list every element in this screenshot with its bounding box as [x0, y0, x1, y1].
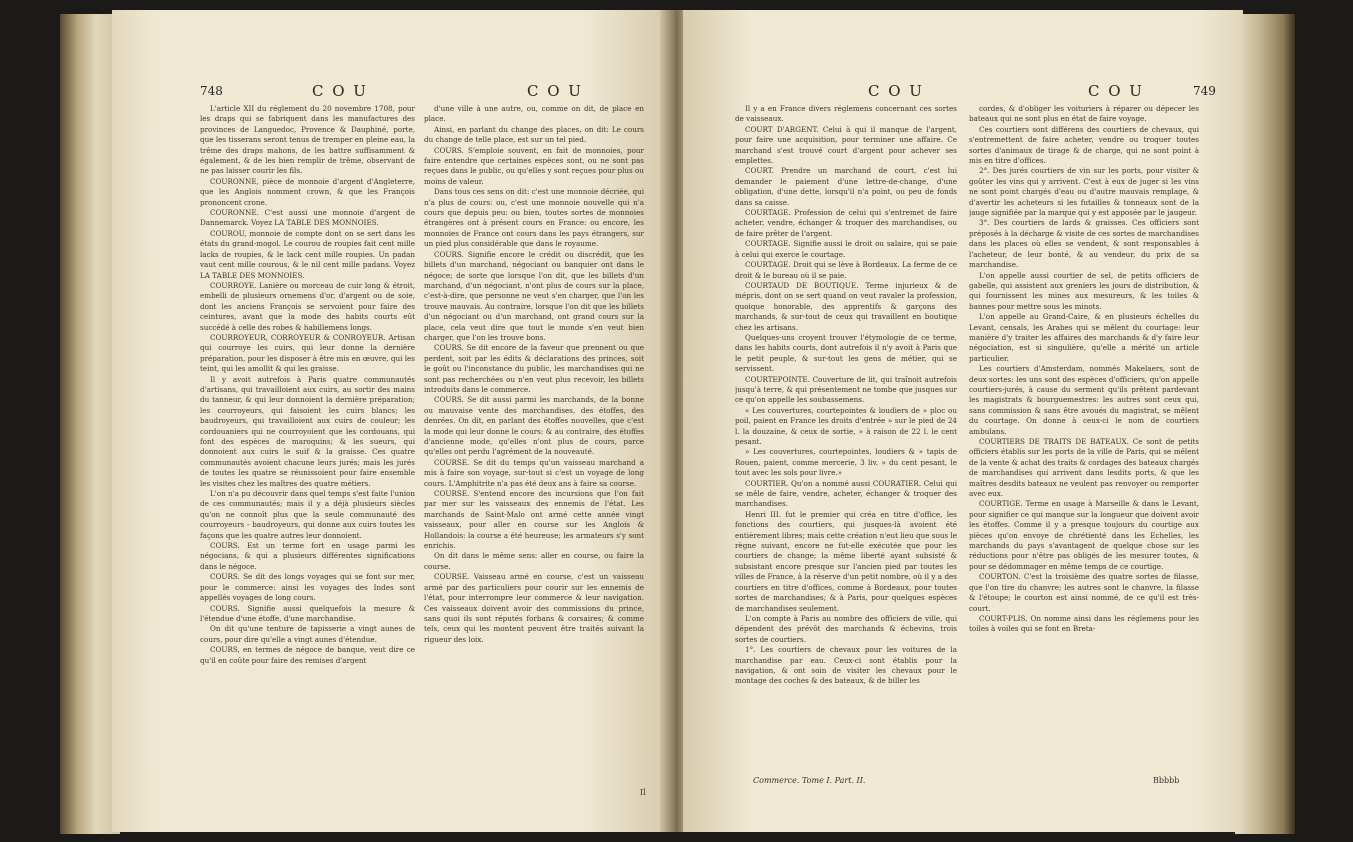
paragraph: 2°. Des jurés courtiers de vin sur les ports, pour visiter & goûter les vins qui y arrivent. C'est à eux de juger si les vins ne sont point chargés d'eau ou d'autre mauvais remplage, & d'avertir les acheteurs si les futailles & tonneaux sont de la jauge signifiée par la marque qui y est apposée par le jaugeur.: [969, 166, 1199, 218]
right-page: [683, 10, 1243, 832]
paragraph: COURONNE. C'est aussi une monnoie d'argent de Dannemarck. Voyez LA TABLE DES MONNOIES.: [200, 208, 415, 228]
running-head: C O U: [312, 82, 368, 100]
running-head: C O U: [527, 82, 583, 100]
text-column: [735, 104, 957, 774]
left-page: [112, 10, 667, 832]
paragraph: Les courtiers d'Amsterdam, nommés Makelaers, sont de deux sortes: les uns sont des espèces d'officiers, qu'on appelle courtiers-jurés, à cause du serment qu'ils prêtent pardevant les magistrats & bourguemestres: les autres sont ceux qui, sans commission & sans être avoués du magistrat, se mêlent du courtage. On donne à ceux-ci le nom de courtiers ambulans.: [969, 364, 1199, 436]
paragraph: COURTEPOINTE. Couverture de lit, qui traînoit autrefois jusqu'à terre, & qui présentement ne tombe que jusques sur ce qu'on appelle les soubassemens.: [735, 374, 957, 405]
paragraph: COURS. Signifie encore le crédit ou discrédit, que les billets d'un marchand, négociant ou banquier ont dans le négoce; de sorte que lorsque l'on dit, que les billets d'un marchand, d'un négociant, n'ont plus de cours sur la place, c'est-à-dire, que personne ne veut s'en charger, que l'on les trouve mauvais. Au contraire, lorsque l'on dit que les billets d'un négociant ou d'un marchand, ont grand cours sur la place, cela veut dire que tout le monde s'en veut bien charger, que l'on les trouve bons.: [424, 249, 644, 342]
paragraph: L'on n'a pu découvrir dans quel temps s'est faite l'union de ces communautés; mais il y a déjà plusieurs siècles qu'on ne connoît plus que la seule communauté des courroyeurs - baudroyeurs, qui donne aux cuirs toutes les façons que les quatre autres leur donnoient.: [200, 489, 415, 540]
paragraph: COUROU, monnoie de compte dont on se sert dans les états du grand-mogol. Le courou de roupies fait cent mille lacks de roupies, & le lack cent mille roupies. Un padan vaut cent mille courous, & le nil cent mille padans. Voyez LA TABLE DES MONNOIES.: [200, 228, 415, 280]
page-number: 749: [1193, 84, 1216, 98]
paragraph: COURTAGE. Signifie aussi le droit ou salaire, qui se paie à celui qui exerce le courtage.: [735, 239, 957, 259]
paragraph: COURTAGE. Droit qui se lève à Bordeaux. La ferme de ce droit & le bureau où il se paie.: [735, 260, 957, 280]
paragraph: COURROYEUR, CORROYEUR & CONROYEUR. Artisan qui courroye les cuirs, qui leur donne la dernière préparation, pour les disposer à être mis en œuvre, qui les teint, qui les amollit & qui les graisse.: [200, 332, 415, 374]
paragraph: COURTIER. Qu'on a nommé aussi COURATIER. Celui qui se mêle de faire, vendre, acheter, échanger & troquer des marchandises.: [735, 478, 957, 509]
paragraph: » Les couvertures, courtepointes, loudiers & » tapis de Rouen, paient, comme mercerie, 3 liv. » du cent pesant, le tout avec les sols pour livre.»: [735, 447, 957, 478]
paragraph: COURS. Se dit encore de la faveur que prennent ou que perdent, soit par les édits & déclarations des princes, soit le goût ou l'inconstance du public, les marchandises qui ne sont pas recherchées ou n'en veut plus recevoir, les billets introduits dans le commerce.: [424, 343, 644, 394]
paragraph: L'on appelle au Grand-Caire, & en plusieurs échelles du Levant, censals, les Arabes qui se mêlent du courtage: leur manière d'y traiter les affaires des marchands & d'y faire leur négociation, est si singulière, qu'elle a mérité un article particulier.: [969, 312, 1199, 363]
paragraph: COURT. Prendre un marchand de court, c'est lui demander le paiement d'une lettre-de-change, d'une obligation, d'une dette, lorsqu'il n'a point, ou peu de fonds dans sa caisse.: [735, 166, 957, 207]
paragraph: COURTAUD DE BOUTIQUE. Terme injurieux & de mépris, dont on se sert quand on veut ravaler la profession, quoique honorable, des apprentifs & garçons des marchands, & sur-tout de ceux qui travaillent en boutique chez les artisans.: [735, 280, 957, 332]
book-edge-left: [60, 14, 120, 834]
paragraph: COURS, en termes de négoce de banque, veut dire ce qu'il en coûte pour faire des remises d'argent: [200, 645, 415, 665]
page-number: 748: [200, 84, 223, 98]
paragraph: COURT-PLIS. On nomme ainsi dans les réglemens pour les toiles à voiles qui se font en Breta-: [969, 613, 1199, 634]
text-column: [200, 104, 415, 782]
paragraph: COURS. S'emploie souvent, en fait de monnoies, pour faire entendre que certaines espèces sont, ou ne sont pas reçues dans le public, ou qu'elles y sont reçues pour plus ou moins de valeur.: [424, 145, 644, 186]
paragraph: COURS. Se dit aussi parmi les marchands, de la bonne ou mauvaise vente des marchandises, des étoffes, des denrées. On dit, en parlant des étoffes nouvelles, que c'est la mode qui leur donne le cours: & au contraire, des étoffes d'ancienne mode, qu'elles n'ont plus de cours, parce qu'elles ont perdu l'agrément de la nouveauté.: [424, 395, 644, 457]
paragraph: COURT D'ARGENT. Celui à qui il manque de l'argent, pour faire une acquisition, pour terminer une affaire. Ce marchand s'est trouvé court d'argent pour achever ses emplettes.: [735, 124, 957, 166]
paragraph: d'une ville à une autre, ou, comme on dit, de place en place.: [424, 104, 644, 124]
paragraph: COURSE. Se dit du temps qu'un vaisseau marchand a mis à faire son voyage, sur-tout si c'est un voyage de long cours. L'Amphitrite n'a pas été deux ans à faire sa course.: [424, 457, 644, 488]
running-head: C O U: [868, 82, 924, 100]
text-column: [969, 104, 1199, 774]
paragraph: L'article XII du réglement du 20 novembre 1708, pour les draps qui se fabriquent dans les manufactures des provinces de Languedoc, Provence & Dauphiné, porte, que les tisserans seront tenus de tremper en pleine eau, la trême des draps mahons, de les battre suffisamment & également, & de les bien remplir de trême, observant de ne pas laisser courir les fils.: [200, 104, 415, 176]
paragraph: COURS. Signifie aussi quelquefois la mesure & l'étendue d'une étoffe, d'une marchandise.: [200, 603, 415, 623]
paragraph: « Les couvertures, courtepointes & loudiers de » ploc ou poil, paient en France les droits d'entrée » sur le pied de 24 l. la douzaine, & ceux de sortie, » à raison de 22 l. le cent pesant.: [735, 405, 957, 446]
paragraph: Henri III. fut le premier qui créa en titre d'office, les fonctions des courtiers, qui jusques-là avoient été entièrement libres; mais cette création n'eut lieu que sous le règne suivant, encore ne fut-elle exécutée que pour les courtiers de change; la même liberté ayant subsisté & subsistant encore presque sur l'ancien pied par toutes les villes de France, à la réserve d'un petit nombre, où il y a des courtiers en titre d'offices, comme à Bordeaux, pour toutes sortes de marchandises; & à Paris, pour quelques espèces de marchandises seulement.: [735, 509, 957, 613]
paragraph: Ces courtiers sont différens des courtiers de chevaux, qui s'entremettent de faire acheter, vendre ou troquer toutes sortes d'animaux de tirage & de charge, qui ne sont point à mis en titre d'offices.: [969, 124, 1199, 166]
paragraph: cordes, & d'obliger les voituriers à réparer ou dépecer les bateaux qui ne sont plus en état de faire voyage.: [969, 104, 1199, 124]
paragraph: COURSE. S'entend encore des incursions que l'on fait par mer sur les vaisseaux des ennemis de l'état. Les marchands de Saint-Malo ont armé cette année vingt vaisseaux, pour aller en course sur les Anglois & Hollandois: la course a été heureuse; les armateurs s'y sont enrichis.: [424, 489, 644, 551]
paragraph: Dans tous ces sens on dit: c'est une monnoie décriée, qui n'a plus de cours: ou, c'est une monnoie nouvelle qui n'a cours que depuis peu: ou bien, toutes sortes de monnoies étrangères ont à présent cours en France: ou encore, les monnoies de France ont cours dans les pays étrangers, sur un pied plus considérable que dans le royaume.: [424, 187, 644, 249]
signature-line: Commerce. Tome I. Part. II.: [753, 776, 866, 785]
paragraph: COURTON. C'est la troisième des quatre sortes de filasse, que l'on tire du chanvre; les autres sont le chanvre, la filasse & l'étoupe; le courton est ainsi nommé, de ce qu'il est très-court.: [969, 572, 1199, 613]
paragraph: COURS. Se dit des longs voyages qui se font sur mer, pour le commerce: ainsi les voyages des Indes sont appellés voyages de long cours.: [200, 572, 415, 603]
paragraph: COURTAGE. Profession de celui qui s'entremet de faire acheter, vendre, échanger & troquer des marchandises, ou de faire prêter de l'argent.: [735, 208, 957, 238]
paragraph: On dit dans le même sens: aller en course, ou faire la course.: [424, 551, 644, 571]
running-head: C O U: [1088, 82, 1144, 100]
book-edge-right: [1235, 14, 1295, 834]
catchword: Il: [640, 788, 646, 797]
paragraph: COURSE. Vaisseau armé en course, c'est un vaisseau armé par des particuliers pour courir sur les ennemis de l'état, pour interrompre leur commerce & leur navigation. Ces vaisseaux doivent avoir des commissions du prince, sans quoi ils sont réputés forbans & corsaires; & comme tels, ceux qui les montent peuvent être traités suivant la rigueur des loix.: [424, 572, 644, 644]
text-column: [424, 104, 644, 782]
paragraph: Il y avoit autrefois à Paris quatre communautés d'artisans, qui travailloient aux cuirs, au sortir des mains du tanneur, & qui leur donnoient la dernière préparation; les courroyeurs, qui faisoient les cuirs blancs; les baudroyeurs, qui travailloient aux cuirs de couleur; les cordouaniers qui ne courroyoient que les cordouans, qui font des espèces de maroquins; & les sueurs, qui donnoient aux cuirs le suif & la graisse. Ces quatre communautés avoient chacune leurs jurés; mais les jurés de toutes les quatre se réunissoient pour faire ensemble les visites chez les maîtres des quatre métiers.: [200, 374, 415, 488]
paragraph: 3°. Des courtiers de lards & graisses. Ces officiers sont préposés à la décharge & visite de ces sortes de marchandises dans les places où elles se vendent, & sont responsables à l'acheteur, de leur bonté, & au vendeur, du prix de sa marchandise.: [969, 218, 1199, 270]
paragraph: COURTIERS DE TRAITS DE BATEAUX. Ce sont de petits officiers établis sur les ports de la ville de Paris, qui se mêlent de la vente & achat des traits & cordages des bateaux chargés de marchandises qui arrivent dans lesdits ports, & que les maîtres desdits bateaux ne veulent pas renvoyer ou remporter avec eux.: [969, 437, 1199, 499]
paragraph: Ainsi, en parlant du change des places, on dit: Le cours du change de telle place, est sur un tel pied.: [424, 124, 644, 145]
paragraph: 1°. Les courtiers de chevaux pour les voitures de la marchandise par eau. Ceux-ci sont établis pour la navigation, & ont soin de visiter les chevaux pour le montage des coches & des bateaux, & de biller les: [735, 645, 957, 686]
paragraph: COURS. Est un terme fort en usage parmi les négocians, & qui a plusieurs différentes significations dans le négoce.: [200, 541, 415, 571]
paragraph: COURONNE, pièce de monnoie d'argent d'Angleterre, que les Anglois nomment crown, & que les François prononcent crone.: [200, 176, 415, 207]
paragraph: COURROYE. Lanière ou morceau de cuir long & étroit, embelli de plusieurs ornemens d'or, d'argent ou de soie, dont les anciens François se servoient pour faire des ceintures, avant que la mode des habits courts eût succédé à celle des robes & habillemens longs.: [200, 280, 415, 332]
catchword: Bbbbb: [1153, 776, 1180, 785]
paragraph: Il y a en France divers réglemens concernant ces sortes de vaisseaux.: [735, 104, 957, 124]
paragraph: L'on compte à Paris au nombre des officiers de ville, qui dépendent des prévôt des marchands & échevins, trois sortes de courtiers.: [735, 613, 957, 644]
paragraph: On dit qu'une tenture de tapisserie a vingt aunes de cours, pour dire qu'elle a vingt aunes d'étendue.: [200, 624, 415, 644]
paragraph: Quelques-uns croyent trouver l'étymologie de ce terme, dans les habits courts, dont autrefois il n'y avoit à Paris que le petit peuple, & sur-tout les gens de métier, qui se servissent.: [735, 332, 957, 374]
paragraph: L'on appelle aussi courtier de sel, de petits officiers de gabelle, qui assistent aux greniers les jours de distribution, & qui fournissent les mines aux mesureurs, & les toiles & bannes pour mettre sous les minots.: [969, 270, 1199, 311]
paragraph: COURTIGE. Terme en usage à Marseille & dans le Levant, pour signifier ce qui manque sur la longueur que doivent avoir les étoffes. Comme il y a presque toujours du courtige aux pièces qu'on envoye de chrétienté dans les Echelles, les marchands du pays s'avantagent de quelque chose sur les réductions pour n'être pas obligés de les mesurer toutes, & pour se dédommager en même temps de ce courtige.: [969, 499, 1199, 571]
